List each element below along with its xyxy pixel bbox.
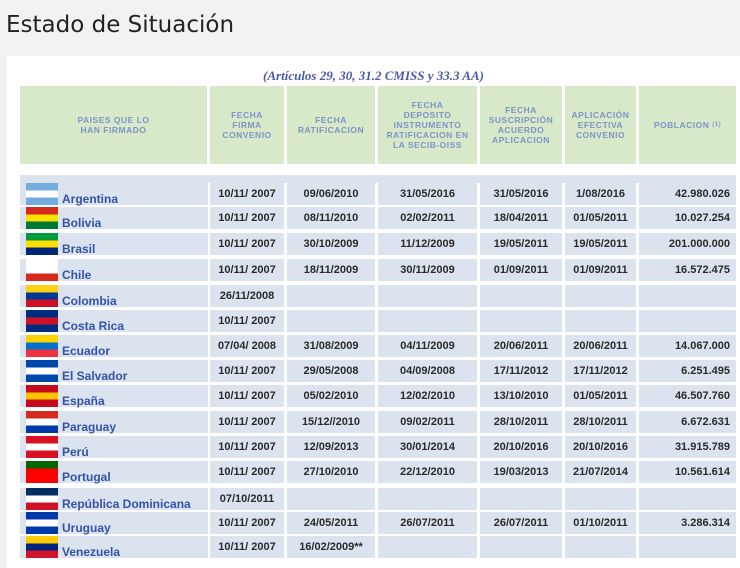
cell-ratificacion: 31/08/2009 [287,335,375,357]
country-name: Bolivia [62,216,102,230]
country-flag-icon [26,385,58,407]
country-flag-icon [26,207,58,229]
cell-firma: 26/11/2008 [210,285,284,307]
country-flag-icon [26,488,58,510]
country-name: Argentina [62,192,119,206]
cell-aplicacion: 1/08/2016 [565,183,636,205]
table-row [20,385,736,409]
cell-ratificacion: 09/06/2010 [287,183,375,205]
cell-poblacion: 10.561.614 [639,461,736,483]
table-row [20,233,736,257]
country-name: Chile [62,268,92,282]
table-row [20,335,736,359]
cell-poblacion: 46.507.760 [639,385,736,407]
country-flag-icon [26,335,58,357]
cell-suscripcion: 18/04/2011 [480,207,562,229]
cell-aplicacion: 19/05/2011 [565,233,636,255]
cell-suscripcion [480,310,562,332]
country-flag-icon [26,411,58,433]
cell-deposito: 04/09/2008 [378,360,477,382]
country-flag-icon [26,183,58,205]
country-name: Ecuador [62,344,111,358]
country-name: El Salvador [62,369,128,383]
cell-aplicacion: 01/05/2011 [565,385,636,407]
cell-deposito [378,488,477,510]
cell-suscripcion [480,488,562,510]
cell-firma: 10/11/ 2007 [210,461,284,483]
country-name: España [62,394,105,408]
country-name: Perú [62,445,89,459]
cell-firma: 10/11/ 2007 [210,360,284,382]
cell-suscripcion: 17/11/2012 [480,360,562,382]
country-name: Colombia [62,294,117,308]
cell-poblacion: 6.251.495 [639,360,736,382]
cell-deposito: 30/01/2014 [378,436,477,458]
header-fecha-deposito: FECHA DEPOSITO INSTRUMENTO RATIFICACION EN LA SECIB-OISS [378,86,477,164]
cell-poblacion [639,285,736,307]
table-row [20,360,736,384]
country-cell [20,488,208,510]
table-row [20,436,736,460]
country-cell [20,310,208,332]
table-row [20,310,736,334]
cell-suscripcion: 19/03/2013 [480,461,562,483]
country-cell [20,436,208,458]
cell-aplicacion: 20/10/2016 [565,436,636,458]
country-cell [20,183,208,205]
table-row [20,512,736,536]
cell-aplicacion: 21/07/2014 [565,461,636,483]
cell-aplicacion: 01/05/2011 [565,207,636,229]
cell-aplicacion [565,285,636,307]
country-cell [20,285,208,307]
cell-deposito: 22/12/2010 [378,461,477,483]
cell-ratificacion: 30/10/2009 [287,233,375,255]
cell-poblacion: 14.067.000 [639,335,736,357]
cell-deposito: 26/07/2011 [378,512,477,534]
cell-suscripcion: 28/10/2011 [480,411,562,433]
country-name: Venezuela [62,545,121,559]
cell-ratificacion: 27/10/2010 [287,461,375,483]
cell-ratificacion [287,285,375,307]
cell-suscripcion: 31/05/2016 [480,183,562,205]
cell-ratificacion: 16/02/2009** [287,536,375,558]
cell-deposito [378,536,477,558]
cell-suscripcion: 19/05/2011 [480,233,562,255]
country-flag-icon [26,310,58,332]
country-cell [20,385,208,407]
cell-firma: 10/11/ 2007 [210,310,284,332]
country-flag-icon [26,461,58,483]
cell-aplicacion [565,488,636,510]
cell-ratificacion: 05/02/2010 [287,385,375,407]
page-title: Estado de Situación [6,12,235,38]
cell-deposito [378,310,477,332]
country-cell [20,259,208,281]
country-cell [20,536,208,558]
header-fecha-suscripcion: FECHA SUSCRIPCIÓN ACUERDO APLICACION [480,86,562,164]
cell-aplicacion: 28/10/2011 [565,411,636,433]
cell-aplicacion: 01/10/2011 [565,512,636,534]
cell-ratificacion: 29/05/2008 [287,360,375,382]
cell-deposito [378,285,477,307]
cell-firma: 07/10/2011 [210,488,284,510]
cell-ratificacion: 24/05/2011 [287,512,375,534]
country-name: República Dominicana [62,497,191,511]
cell-firma: 10/11/ 2007 [210,207,284,229]
table-row [20,461,736,485]
country-name: Costa Rica [62,319,125,333]
cell-ratificacion: 12/09/2013 [287,436,375,458]
cell-deposito: 02/02/2011 [378,207,477,229]
cell-firma: 10/11/ 2007 [210,411,284,433]
country-name: Uruguay [62,521,111,535]
cell-firma: 10/11/ 2007 [210,436,284,458]
cell-deposito: 11/12/2009 [378,233,477,255]
cell-firma: 10/11/ 2007 [210,259,284,281]
cell-aplicacion: 17/11/2012 [565,360,636,382]
table-row [20,259,736,283]
cell-deposito: 12/02/2010 [378,385,477,407]
header-poblacion-note: (1) [712,122,722,128]
cell-ratificacion: 08/11/2010 [287,207,375,229]
header-aplicacion-efectiva: APLICACIÓN EFECTIVA CONVENIO [565,86,636,164]
cell-suscripcion: 20/10/2016 [480,436,562,458]
country-cell [20,360,208,382]
country-flag-icon [26,233,58,255]
country-flag-icon [26,512,58,534]
country-cell [20,461,208,483]
country-name: Paraguay [62,420,117,434]
cell-suscripcion: 01/09/2011 [480,259,562,281]
country-cell [20,512,208,534]
cell-firma: 10/11/ 2007 [210,183,284,205]
cell-firma: 07/04/ 2008 [210,335,284,357]
cell-firma: 10/11/ 2007 [210,512,284,534]
country-cell [20,207,208,229]
country-flag-icon [26,285,58,307]
table-row [20,411,736,435]
country-flag-icon [26,536,58,558]
cell-poblacion: 6.672.631 [639,411,736,433]
cell-aplicacion: 01/09/2011 [565,259,636,281]
table-row [20,207,736,231]
cell-poblacion: 42.980.026 [639,183,736,205]
cell-poblacion: 16.572.475 [639,259,736,281]
country-flag-icon [26,259,58,281]
cell-poblacion: 3.286.314 [639,512,736,534]
cell-firma: 10/11/ 2007 [210,536,284,558]
status-table-panel [7,56,740,568]
country-name: Brasil [62,242,96,256]
cell-firma: 10/11/ 2007 [210,233,284,255]
table-spacer [20,175,736,183]
cell-suscripcion: 26/07/2011 [480,512,562,534]
cell-poblacion [639,310,736,332]
cell-suscripcion [480,285,562,307]
cell-firma: 10/11/ 2007 [210,385,284,407]
cell-suscripcion: 13/10/2010 [480,385,562,407]
header-paises: PAISES QUE LO HAN FIRMADO [20,86,207,164]
cell-aplicacion [565,536,636,558]
cell-ratificacion [287,310,375,332]
cell-deposito: 30/11/2009 [378,259,477,281]
country-cell [20,411,208,433]
cell-deposito: 09/02/2011 [378,411,477,433]
table-subtitle: (Artículos 29, 30, 31.2 CMISS y 33.3 AA) [263,68,484,83]
country-cell [20,335,208,357]
cell-aplicacion: 20/06/2011 [565,335,636,357]
header-fecha-firma: FECHA FIRMA CONVENIO [210,86,284,164]
table-row [20,183,736,207]
cell-poblacion: 10.027.254 [639,207,736,229]
cell-poblacion [639,536,736,558]
cell-suscripcion: 20/06/2011 [480,335,562,357]
country-name: Portugal [62,470,111,484]
cell-ratificacion: 15/12//2010 [287,411,375,433]
table-row [20,536,736,560]
header-poblacion-label: POBLACION [653,120,710,130]
cell-ratificacion: 18/11/2009 [287,259,375,281]
header-fecha-ratificacion: FECHA RATIFICACION [287,86,375,164]
header-poblacion [639,86,736,164]
country-flag-icon [26,360,58,382]
cell-ratificacion [287,488,375,510]
cell-poblacion: 31.915.789 [639,436,736,458]
table-row [20,488,736,512]
cell-suscripcion [480,536,562,558]
cell-aplicacion [565,310,636,332]
cell-deposito: 04/11/2009 [378,335,477,357]
country-flag-icon [26,436,58,458]
country-cell [20,233,208,255]
cell-deposito: 31/05/2016 [378,183,477,205]
cell-poblacion [639,488,736,510]
table-row [20,285,736,309]
cell-poblacion: 201.000.000 [639,233,736,255]
